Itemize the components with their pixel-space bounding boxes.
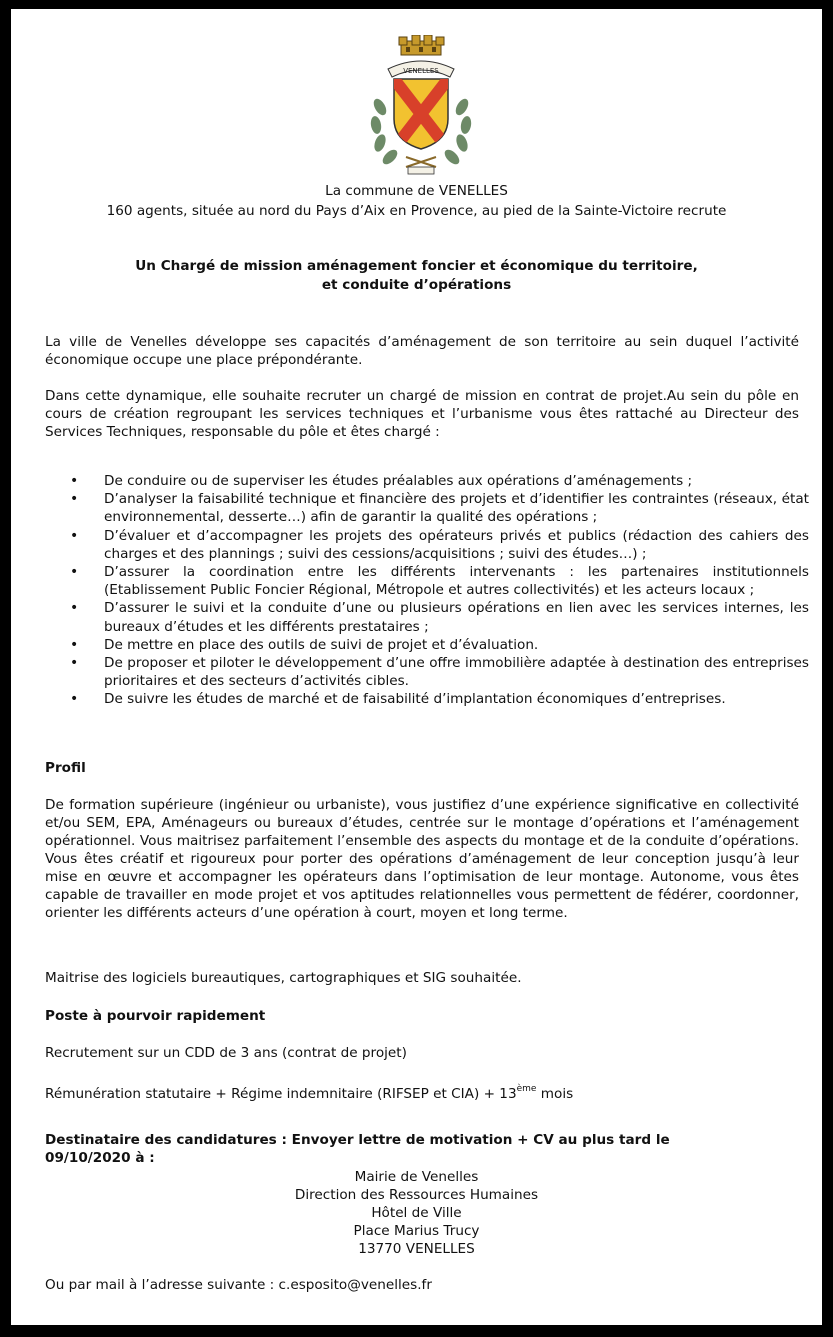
intro-paragraph-1: La ville de Venelles développe ses capacités d’aménagement de son territoire au sein duquel l’activité économique occupe une place prépondérante. [45,334,799,368]
address-line: Place Marius Trucy [353,1223,480,1239]
commune-subline: 160 agents, située au nord du Pays d’Aix en Provence, au pied de la Sainte-Victoire recrute [106,203,727,219]
list-item: • De suivre les études de marché et de faisabilité d’implantation économiques d’entreprises. [45,690,809,708]
intro-paragraph-2: Dans cette dynamique, elle souhaite recruter un chargé de mission en contrat de projet.Au sein du pôle en cours de création regroupant les services techniques et l’urbanisme vous êtes rattaché au Directeur des Services Techniques, responsable du pôle et êtes chargé : [45,388,799,440]
job-title-line-2: et conduite d’opérations [321,277,512,293]
pay-end: mois [536,1086,574,1102]
crest-banner-text: VENELLES [403,67,439,75]
list-item: • D’assurer le suivi et la conduite d’une ou plusieurs opérations en lien avec les services internes, les bureaux d’études et les différents prestataires ; [45,599,809,635]
list-item: • De proposer et piloter le développement d’une offre immobilière adaptée à destination des entreprises prioritaires et des secteurs d’activités cibles. [45,654,809,690]
list-item: • De mettre en place des outils de suivi de projet et d’évaluation. [45,636,809,654]
email-link[interactable]: c.esposito@venelles.fr [278,1277,432,1293]
address-line: 13770 VENELLES [358,1241,475,1257]
software-line: Maitrise des logiciels bureautiques, cartographiques et SIG souhaitée. [45,970,522,986]
pay-superscript: ème [516,1084,537,1094]
commune-line: La commune de VENELLES [325,183,508,199]
job-posting-page [11,9,822,1325]
email-prefix: Ou par mail à l’adresse suivante : [45,1277,279,1293]
task-list [45,472,809,709]
application-heading: Destinataire des candidatures : Envoyer lettre de motivation + CV au plus tard le 09/10/2020 à : [45,1132,670,1166]
pay-line [45,1080,573,1103]
profil-heading: Profil [45,760,86,776]
profil-paragraph: De formation supérieure (ingénieur ou urbaniste), vous justifiez d’une expérience significative en collectivité et/ou SEM, EPA, Aménageurs ou bureaux d’études, centrée sur le montage d’opérations et l’aménagement opérationnel. Vous maitrisez parfaitement l’ensemble des aspects du montage et de la conduite d’opérations. Vous êtes créatif et rigoureux pour porter des opérations d’aménagement de leur conception jusqu’à leur mise en œuvre et accompagner les opérateurs dans l’optimisation de leur montage. Autonome, vous êtes capable de travailler en mode projet et vos aptitudes relationnelles vous permettent de fédérer, coordonner, orienter les différents acteurs d’une opération à court, moyen et long terme. [45,797,799,921]
address-line: Direction des Ressources Humaines [294,1187,539,1203]
crown-icon [399,35,444,55]
list-item: • D’assurer la coordination entre les différents intervenants : les partenaires institutionnels (Etablissement Public Foncier Régional, Métropole et autres collectivités) et les acteurs locaux ; [45,563,809,599]
email-line [45,1276,432,1294]
pay-main: Rémunération statutaire + Régime indemnitaire (RIFSEP et CIA) + 13 [45,1086,517,1102]
list-item: • D’évaluer et d’accompagner les projets des opérateurs privés et publics (rédaction des cahiers des charges et des plannings ; suivi des cessions/acquisitions ; suivi des études…) ; [45,527,809,563]
shield-icon [394,79,448,149]
list-item: • De conduire ou de superviser les études préalables aux opérations d’aménagements ; [45,472,809,490]
venelles-crest-logo [366,35,476,177]
address-line: Hôtel de Ville [371,1205,462,1221]
job-title-line-1: Un Chargé de mission aménagement foncier et économique du territoire, [135,258,698,274]
contract-line: Recrutement sur un CDD de 3 ans (contrat de projet) [45,1045,407,1061]
list-item: • D’analyser la faisabilité technique et financière des projets et d’identifier les contraintes (réseaux, état environnemental, desserte…) afin de garantir la qualité des opérations ; [45,490,809,526]
address-line: Mairie de Venelles [354,1169,479,1185]
poste-heading: Poste à pourvoir rapidement [45,1008,266,1024]
